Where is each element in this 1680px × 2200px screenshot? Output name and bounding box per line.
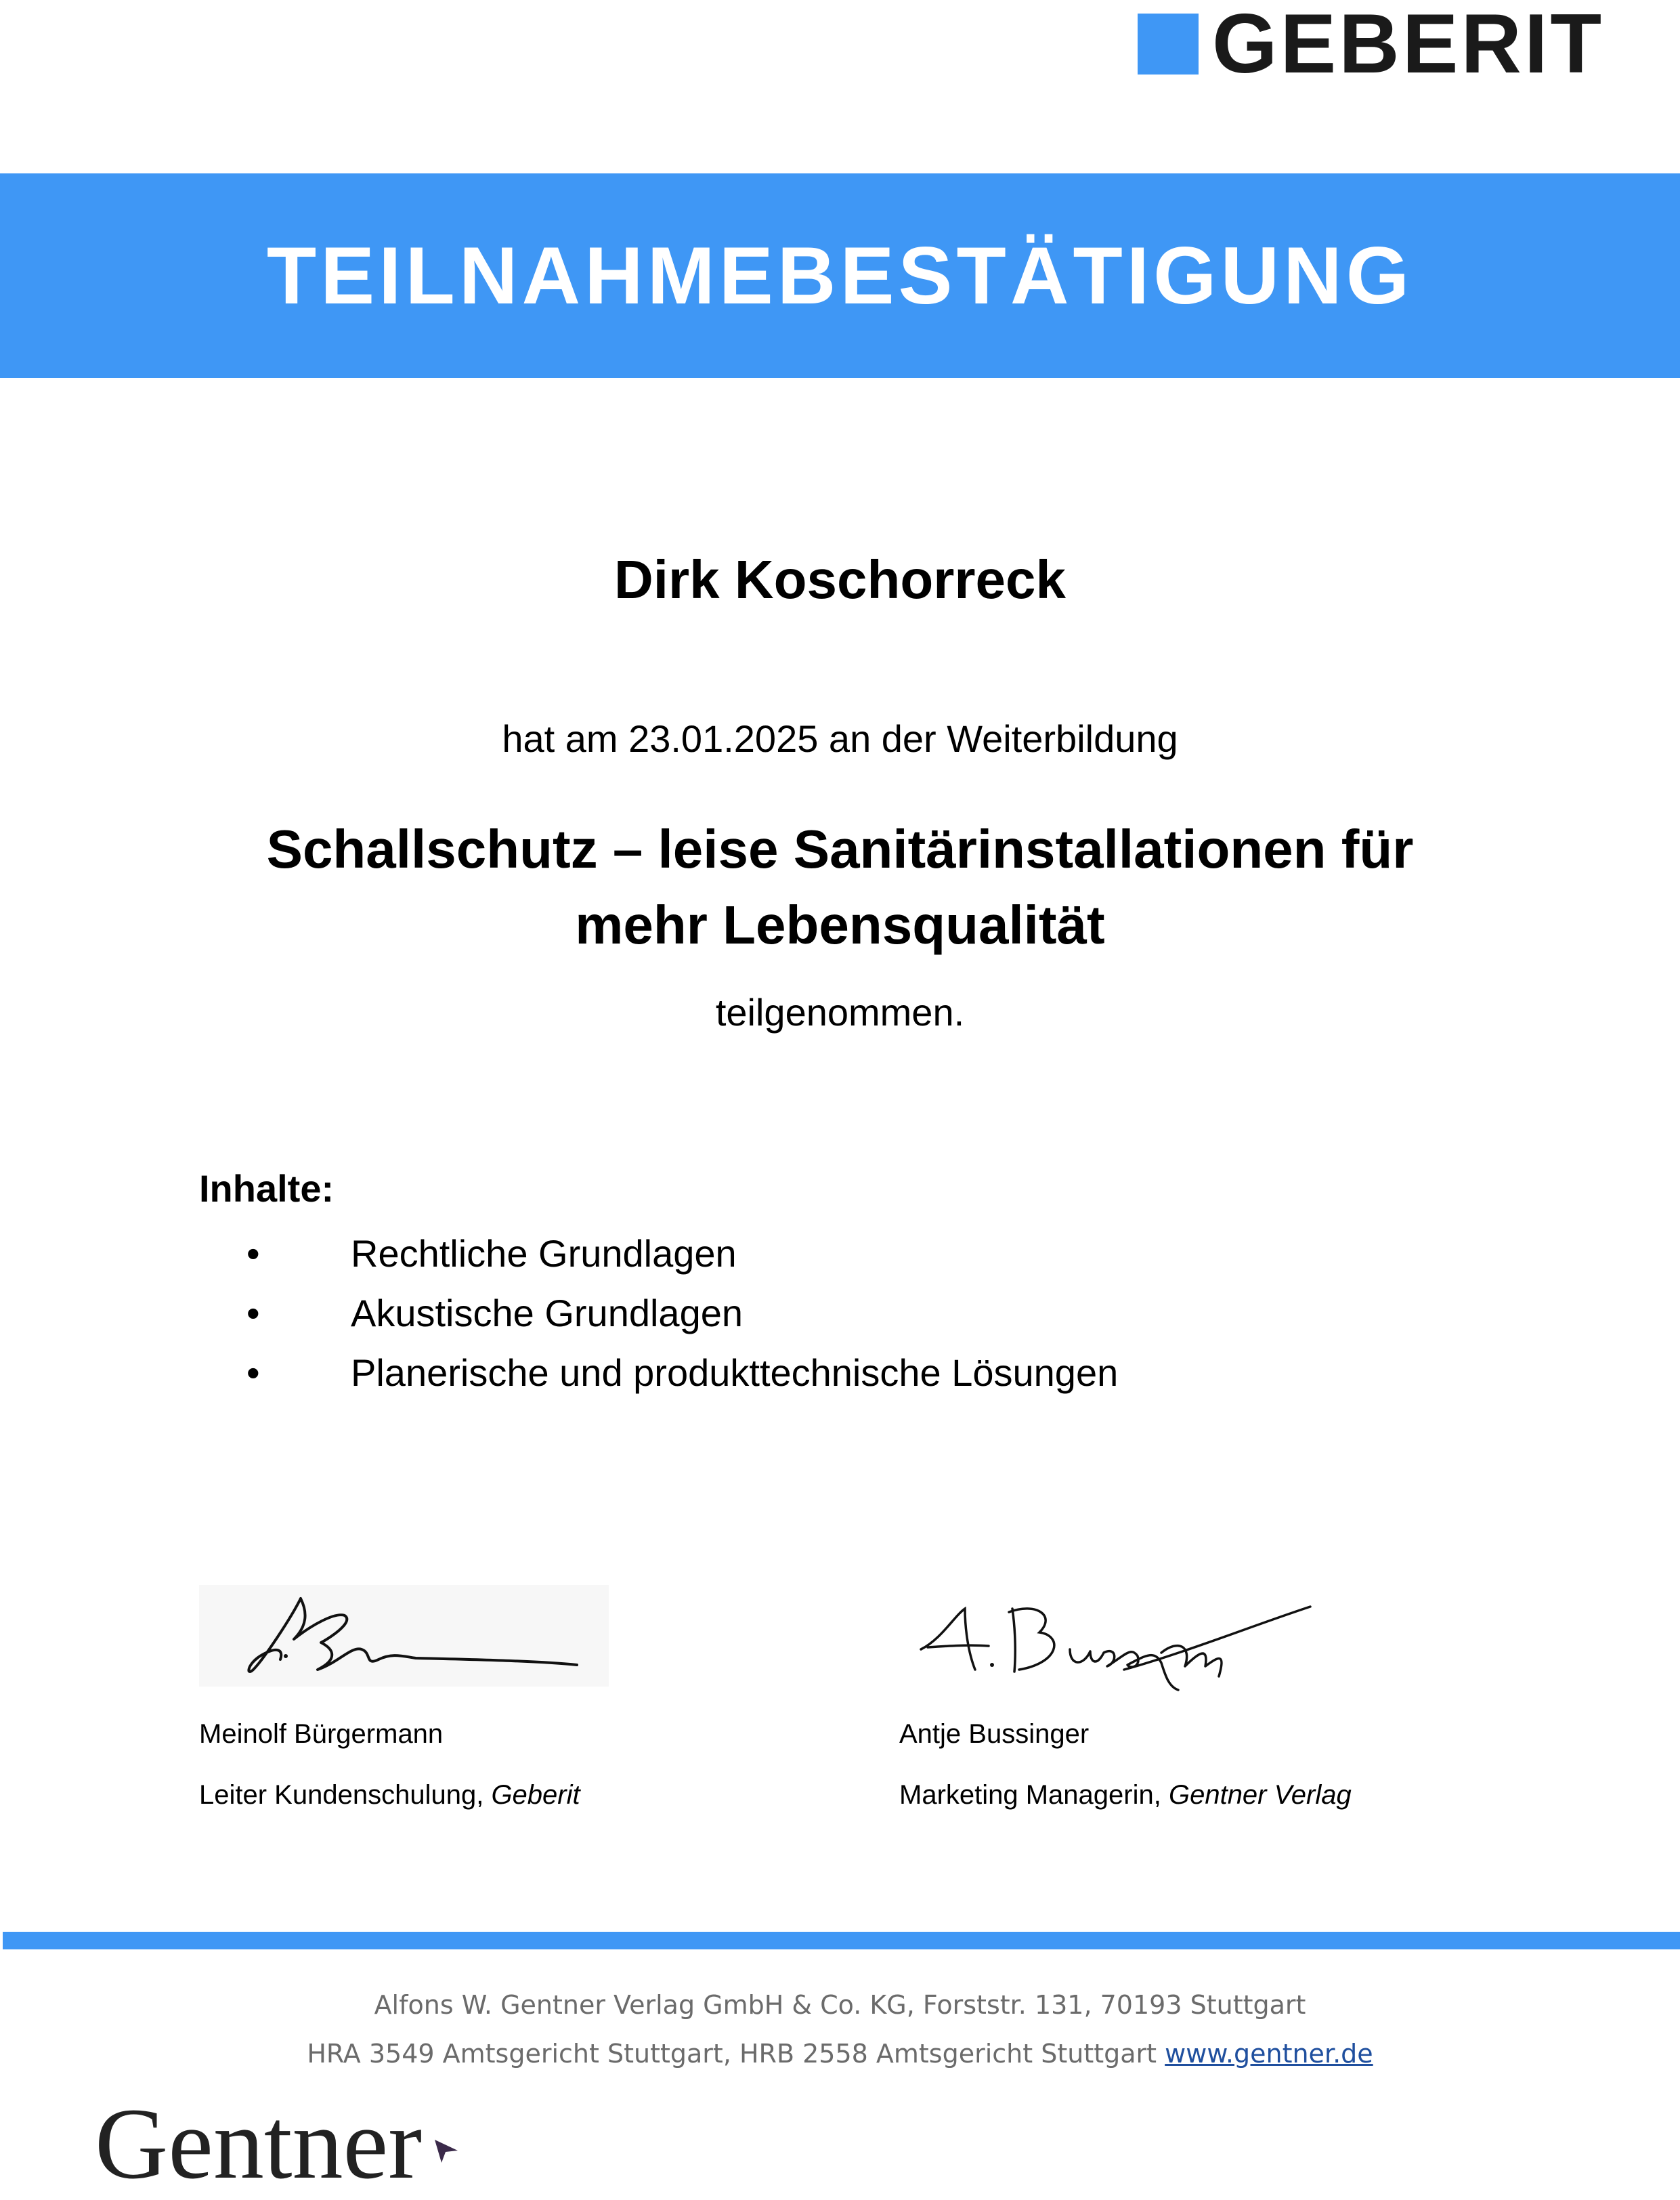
footer-divider [3,1932,1680,1949]
title-band [0,173,1680,378]
signer-name-buergermann: Meinolf Bürgermann [199,1719,444,1749]
signer-role-text: Marketing Managerin, [899,1780,1169,1810]
signer-role-text: Leiter Kundenschulung, [199,1780,492,1810]
footer-address: Alfons W. Gentner Verlag GmbH & Co. KG, Forststr. 131, 70193 Stuttgart [374,1990,1306,2020]
footer-registry-text: HRA 3549 Amtsgericht Stuttgart, HRB 2558 Amtsgericht Stuttgart [307,2039,1165,2069]
geberit-logo-square [1138,14,1199,75]
gentner-logo: Gentner [95,2088,423,2200]
intro-text: hat am 23.01.2025 an der Weiterbildung [502,717,1178,760]
footer-registry [0,2039,1680,2069]
list-item-text: Rechtliche Grundlagen [351,1232,737,1275]
gentner-arrow-icon [433,2137,460,2164]
geberit-logo: GEBERIT [1212,0,1605,91]
signer-org: Geberit [491,1780,580,1810]
signer-org: Gentner Verlag [1168,1780,1352,1810]
closing-text: teilgenommen. [715,991,965,1034]
list-item-text: Akustische Grundlagen [351,1292,744,1334]
signature-buergermann [199,1585,609,1687]
course-title-line-2: mehr Lebensqualität [575,895,1105,955]
bullet-icon: • [246,1292,260,1334]
signature-bussinger [901,1599,1320,1693]
signer-name-bussinger: Antje Bussinger [899,1719,1090,1749]
contents-heading: Inhalte: [199,1167,335,1210]
page-title: TEILNAHMEBESTÄTIGUNG [266,230,1414,321]
signer-role-bussinger [899,1780,1352,1811]
signer-role-buergermann [199,1780,580,1811]
course-title [0,811,1680,963]
participant-name: Dirk Koschorreck [614,549,1066,610]
bullet-icon: • [246,1351,260,1394]
footer-website-link[interactable]: www.gentner.de [1165,2039,1373,2069]
signature-image-2 [901,1599,1320,1693]
signature-image-1 [199,1585,609,1687]
bullet-icon: • [246,1232,260,1275]
course-title-line-1: Schallschutz – leise Sanitärinstallationen für [266,819,1414,879]
list-item-text: Planerische und produkttechnische Lösungen [351,1351,1119,1394]
